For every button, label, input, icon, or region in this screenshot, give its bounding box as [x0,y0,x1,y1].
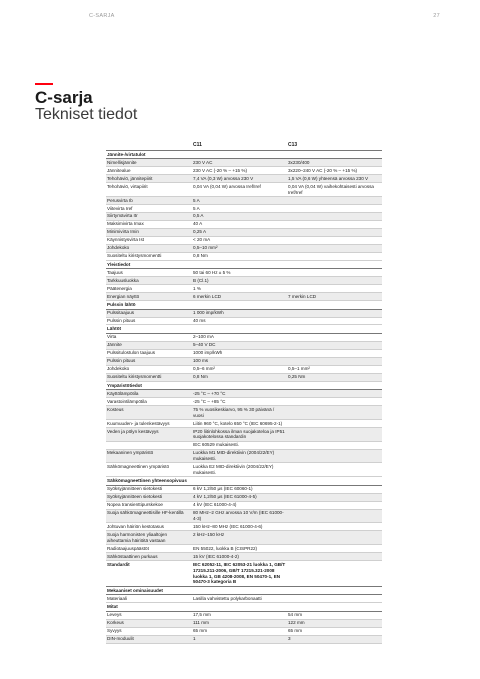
cell-c11: EN 55022, luokka B (CISPR22) [192,545,287,553]
cell-c13: 7 merkin LCD [287,293,382,301]
cell-c13 [287,244,382,252]
table-row [106,390,382,398]
cell-c13: 3x230/400 [287,159,382,167]
cell-c13 [287,509,382,523]
row-label: Kuumuuden- ja tulenkestävyys [106,419,192,427]
cell-c11: -25 °C – +70 °C [192,390,287,398]
table-row [106,293,382,301]
cell-c13: 0,25 Nm [287,373,382,381]
table-row [106,357,382,365]
table-row [106,595,382,603]
page-number: 27 [433,13,440,19]
row-label: Energian näyttö [106,293,192,301]
cell-c13 [287,252,382,260]
row-label: Suositeltu kiristysmomentti [106,373,192,381]
table-row [106,463,382,477]
cell-c13 [287,553,382,561]
cell-c11: 40 A [192,220,287,228]
section-row [106,150,382,158]
cell-c11: 15 kV (IEC 61000-4-2) [192,553,287,561]
cell-c13: 1,5 VA (0,6 W) yhteensä arvossa 230 V [287,175,382,183]
cell-c11: 1 000 imp/kWh [192,309,287,317]
cell-c13 [287,449,382,463]
table-row [106,619,382,627]
row-label: Syöksyjännitteen sietokesti [106,485,192,493]
table-row [106,611,382,619]
table-row [106,349,382,357]
table-row [106,277,382,285]
table-row [106,398,382,406]
cell-c13 [287,341,382,349]
row-label: Jännitealue [106,167,192,175]
cell-c13 [287,398,382,406]
row-label: Johdekoko [106,365,192,373]
section-title: Pulssin lähtö [106,301,382,309]
section-row [106,586,382,594]
cell-c11: 100 ms [192,357,287,365]
header-cell-c11: C11 [192,142,287,150]
cell-c13 [287,561,382,587]
section-row [106,301,382,309]
row-label: Viitevirta Iref [106,204,192,212]
header-cell-c13: C13 [287,142,382,150]
table-row [106,545,382,553]
cell-c11: 5 A [192,196,287,204]
row-label: Pulssitulostulon taajuus [106,349,192,357]
section-row [106,381,382,389]
cell-c11: 5–40 V DC [192,341,287,349]
cell-c13: 122 mm [287,619,382,627]
row-label: Virta [106,333,192,341]
cell-c11: < 20 mA [192,236,287,244]
cell-c13 [287,220,382,228]
cell-c13 [287,277,382,285]
table-row [106,531,382,545]
row-label: Käyttölämpötila [106,390,192,398]
spec-table-body [106,150,382,643]
row-label: Tehohäviö, virtapiirit [106,183,192,197]
table-row [106,196,382,204]
cell-c13: 3x220–240 V AC (-20 % – +15 %) [287,167,382,175]
row-label: Mekaaninen ympäristö [106,449,192,463]
cell-c13 [287,285,382,293]
row-label: Pulssin pituus [106,317,192,325]
row-label: Sähkömagneettinen ympäristö [106,463,192,477]
cell-c11: 75 % vuosikeskiarvo, 95 % 30 päivänä / vuosi [192,406,287,420]
cell-c11: 230 V AC (-20 % – +15 %) [192,167,287,175]
cell-c13 [287,228,382,236]
cell-c11: 7,4 VA (0,3 W) arvossa 230 V [192,175,287,183]
cell-c11: 0,8 Nm [192,252,287,260]
table-header-row [106,142,382,150]
section-row [106,603,382,611]
cell-c13 [287,531,382,545]
cell-c13 [287,269,382,277]
table-row [106,183,382,197]
row-label: Syöksyjännitteen sietokesti [106,493,192,501]
row-label: Taajuus [106,269,192,277]
row-label: Minimivirta Imin [106,228,192,236]
cell-c11: 4 kV 1,2/50 µs (IEC 61000-4-5) [192,493,287,501]
table-row [106,553,382,561]
table-row [106,501,382,509]
cell-c11: Luokka E2 MID-direktiivin (2004/22/EY) mukaisesti. [192,463,287,477]
cell-c13 [287,390,382,398]
row-label: Sähköstaattinen purkaus [106,553,192,561]
row-label: Johdekoko [106,244,192,252]
cell-c13: 54 mm [287,611,382,619]
cell-c13 [287,317,382,325]
spec-table [106,142,382,644]
row-label: Jännite [106,341,192,349]
row-label: Nopea transienttipurskekoe [106,501,192,509]
cell-c11: 2–100 mA [192,333,287,341]
row-label: Kosteus [106,406,192,420]
table-row [106,333,382,341]
cell-c13 [287,595,382,603]
cell-c13 [287,212,382,220]
row-label: Tarkkuusluokka [106,277,192,285]
row-label: Maksimivirta Imax [106,220,192,228]
cell-c11: 0,5–6 mm² [192,365,287,373]
cell-c11: 111 mm [192,619,287,627]
cell-c11: 230 V AC [192,159,287,167]
cell-c11: B (Cl.1) [192,277,287,285]
table-row [106,212,382,220]
cell-c11: 65 mm [192,627,287,635]
row-label: Nimellisjännite [106,159,192,167]
table-row [106,236,382,244]
cell-c11: 80 MHz–2 GHz arvossa 10 V/m (IEC 61000-4-3) [192,509,287,523]
row-label: Pulssitaajuus [106,309,192,317]
cell-c11: 40 ms [192,317,287,325]
row-label: Päätenergia [106,285,192,293]
row-label: Veden ja pölyn kestävyys [106,427,192,441]
cell-c11: 0,04 VA (0,04 W) arvossa Iref/Iref [192,183,287,197]
cell-c11: 150 kHz–80 MHz (IEC 61000-4-6) [192,523,287,531]
cell-c11: 2 kHz–150 kHz [192,531,287,545]
row-label: Siirtymävirta Itr [106,212,192,220]
table-row [106,419,382,427]
accent-bar [35,83,53,85]
section-title: Mitat [106,603,382,611]
row-label: Käynnistysvirta Ist [106,236,192,244]
cell-c11: 0,5 A [192,212,287,220]
cell-c11: 1000 imp/kWh [192,349,287,357]
table-row [106,341,382,349]
row-label: Suositeltu kiristysmomentti [106,252,192,260]
cell-c11: 1 % [192,285,287,293]
cell-c13 [287,309,382,317]
row-label: Pulssin pituus [106,357,192,365]
cell-c13 [287,493,382,501]
section-title: Jännite-/virtatulot [106,150,382,158]
cell-c11: 6 merkin LCD [192,293,287,301]
table-row [106,441,382,449]
cell-c13 [287,501,382,509]
cell-c13 [287,406,382,420]
cell-c13 [287,333,382,341]
table-row [106,175,382,183]
cell-c13 [287,357,382,365]
table-row [106,406,382,420]
running-header: C-SARJA [89,13,115,19]
cell-c13 [287,523,382,531]
row-label: Perusvirta Ib [106,196,192,204]
cell-c13: 0,04 VA (0,04 W) vaihekohtaisesti arvossa Iref/Iref [287,183,382,197]
table-row [106,228,382,236]
cell-c11: 6 kV 1,2/50 µs (IEC 60060-1) [192,485,287,493]
row-label: Johtuvan häiriön kestotasus [106,523,192,531]
cell-c13 [287,419,382,427]
cell-c11: 0,5–10 mm² [192,244,287,252]
cell-c13 [287,349,382,357]
cell-c11: Liitin 960 °C, kotelo 650 °C (IEC 60695-2-1) [192,419,287,427]
cell-c11: 0,25 A [192,228,287,236]
section-title: Ympäristötiedot [106,381,382,389]
cell-c11: 5 A [192,204,287,212]
table-row [106,509,382,523]
section-title: Sähkömagneettinen yhteensopivuus [106,477,382,485]
cell-c11: IEC 60529 mukaisesti. [192,441,287,449]
table-row [106,449,382,463]
row-label: DIN-moduulit [106,635,192,643]
table-row [106,485,382,493]
row-label: Tehohäviö, jännitepiirit [106,175,192,183]
spec-table-wrapper [106,142,382,644]
row-label: Radiotaajuuspäästöt [106,545,192,553]
cell-c13 [287,427,382,441]
table-row [106,317,382,325]
table-row [106,167,382,175]
cell-c11: -25 °C – +85 °C [192,398,287,406]
table-row [106,159,382,167]
cell-c11: Lasilla vahvistettu polykarbonaatti [192,595,287,603]
cell-c11: 1 [192,635,287,643]
table-row [106,220,382,228]
table-row [106,309,382,317]
row-label: Syvyys [106,627,192,635]
table-row [106,493,382,501]
cell-c11: 50 tai 60 Hz ± 5 % [192,269,287,277]
row-label: Suoja sähkömagneettisille HF-kentillä [106,509,192,523]
cell-c13 [287,485,382,493]
cell-c11: IP20 liitinlohkossa ilman suojakoteloa ja IP51 suojakotelossa standardin [192,427,287,441]
cell-c11: Luokka M1 MID-direktiivin (2004/22/EY) mukaisesti. [192,449,287,463]
cell-c11: IEC 62052-11, IEC 62053-21 luokka 1, GB/T 17215.211-2006, GB/T 17215.321-2008 luokka 1, GB 4208-2008, EN 50470-1, EN 50470-3 kategoria B [193,562,286,585]
table-row [106,285,382,293]
table-row [106,204,382,212]
table-row [106,365,382,373]
table-row [106,627,382,635]
section-title: Mekaaniset ominaisuudet [106,586,382,594]
cell-c11: 0,8 Nm [192,373,287,381]
cell-c11: 4 kV (IEC 61000-4-4) [192,501,287,509]
table-row [106,427,382,441]
cell-c13 [287,463,382,477]
table-row [106,244,382,252]
cell-c13 [287,441,382,449]
table-row [106,269,382,277]
cell-c13 [287,204,382,212]
cell-c13: 0,5–1 mm² [287,365,382,373]
page-title: C-sarja [35,88,93,107]
table-row [106,373,382,381]
row-label [106,441,192,449]
row-label: Varastointilämpötila [106,398,192,406]
cell-c13 [287,196,382,204]
cell-c13: 65 mm [287,627,382,635]
cell-c11: 17,5 mm [192,611,287,619]
row-label: Leveys [106,611,192,619]
cell-c13 [287,545,382,553]
section-row [106,260,382,268]
row-label: Materiaali [106,595,192,603]
row-label: Korkeus [106,619,192,627]
section-title: Lähtöt [106,325,382,333]
cell-c13: 3 [287,635,382,643]
header-cell-label [106,142,192,150]
table-row [106,252,382,260]
page-subtitle: Tekniset tiedot [35,106,138,123]
cell-c13 [287,236,382,244]
table-row [106,561,382,587]
section-row [106,477,382,485]
table-row [106,523,382,531]
section-title: Yleistiedot [106,260,382,268]
table-row [106,635,382,643]
row-label: Standardit [106,561,192,587]
section-row [106,325,382,333]
row-label: Suoja harmonisten yliaaltojen aiheuttamia häiriöitä vastaan [106,531,192,545]
